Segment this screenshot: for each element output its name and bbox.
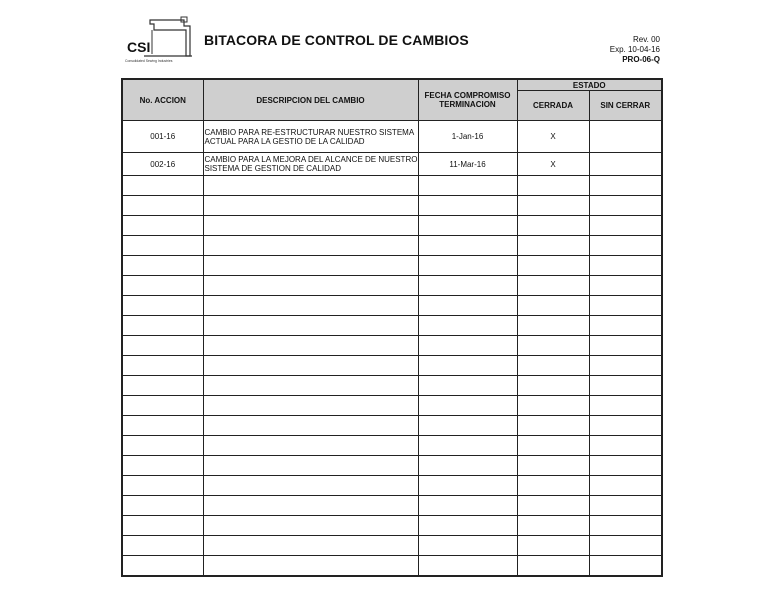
empty-cell xyxy=(122,496,203,516)
empty-row xyxy=(122,256,662,276)
empty-cell xyxy=(517,336,589,356)
empty-cell xyxy=(589,336,662,356)
expedition-date: Exp. 10-04-16 xyxy=(609,45,660,54)
empty-cell xyxy=(203,216,418,236)
empty-row xyxy=(122,176,662,196)
empty-cell xyxy=(589,276,662,296)
action-no-cell: 001-16 xyxy=(122,121,203,153)
empty-cell xyxy=(418,376,517,396)
empty-row xyxy=(122,316,662,336)
empty-cell xyxy=(122,276,203,296)
empty-cell xyxy=(517,316,589,336)
empty-cell xyxy=(122,416,203,436)
empty-cell xyxy=(418,476,517,496)
empty-cell xyxy=(122,196,203,216)
company-logo xyxy=(124,16,196,64)
empty-cell xyxy=(203,356,418,376)
empty-cell xyxy=(203,556,418,577)
empty-cell xyxy=(517,256,589,276)
empty-cell xyxy=(122,296,203,316)
empty-cell xyxy=(418,416,517,436)
empty-cell xyxy=(418,536,517,556)
table-row xyxy=(122,121,662,153)
empty-row xyxy=(122,376,662,396)
date-cell: 11-Mar-16 xyxy=(418,153,517,176)
empty-cell xyxy=(589,556,662,577)
description-cell: CAMBIO PARA RE-ESTRUCTURAR NUESTRO SISTEMA ACTUAL PARA LA GESTIO DE LA CALIDAD xyxy=(203,121,418,153)
empty-row xyxy=(122,296,662,316)
change-log-table xyxy=(121,78,663,577)
empty-cell xyxy=(203,516,418,536)
empty-cell xyxy=(122,336,203,356)
empty-cell xyxy=(589,416,662,436)
empty-cell xyxy=(517,536,589,556)
empty-cell xyxy=(203,436,418,456)
empty-cell xyxy=(418,496,517,516)
empty-cell xyxy=(589,376,662,396)
header-closed: CERRADA xyxy=(517,91,589,121)
empty-cell xyxy=(517,556,589,577)
empty-row xyxy=(122,416,662,436)
empty-cell xyxy=(203,376,418,396)
empty-cell xyxy=(418,316,517,336)
logo-tagline: Consolidated Sewing Industries xyxy=(125,59,173,63)
empty-row xyxy=(122,476,662,496)
empty-cell xyxy=(122,236,203,256)
empty-cell xyxy=(517,356,589,376)
empty-cell xyxy=(122,436,203,456)
empty-row xyxy=(122,496,662,516)
header-action-no: No. ACCION xyxy=(122,79,203,121)
empty-cell xyxy=(418,176,517,196)
logo-text: CSI xyxy=(127,39,151,55)
empty-cell xyxy=(589,176,662,196)
empty-cell xyxy=(589,496,662,516)
empty-cell xyxy=(418,276,517,296)
header-status: ESTADO xyxy=(517,79,662,91)
empty-cell xyxy=(589,236,662,256)
empty-cell xyxy=(517,476,589,496)
table-row xyxy=(122,153,662,176)
empty-cell xyxy=(203,336,418,356)
empty-row xyxy=(122,436,662,456)
empty-row xyxy=(122,216,662,236)
closed-cell: X xyxy=(517,121,589,153)
empty-cell xyxy=(418,236,517,256)
empty-cell xyxy=(203,396,418,416)
empty-cell xyxy=(203,316,418,336)
empty-cell xyxy=(589,216,662,236)
header-open: SIN CERRAR xyxy=(589,91,662,121)
revision-block xyxy=(610,35,660,65)
empty-cell xyxy=(517,276,589,296)
empty-cell xyxy=(517,516,589,536)
empty-cell xyxy=(203,176,418,196)
empty-row xyxy=(122,196,662,216)
empty-row xyxy=(122,236,662,256)
empty-cell xyxy=(418,336,517,356)
closed-cell: X xyxy=(517,153,589,176)
empty-cell xyxy=(517,196,589,216)
empty-cell xyxy=(203,416,418,436)
empty-cell xyxy=(203,256,418,276)
date-cell: 1-Jan-16 xyxy=(418,121,517,153)
action-no-cell: 002-16 xyxy=(122,153,203,176)
empty-cell xyxy=(418,516,517,536)
empty-cell xyxy=(418,256,517,276)
empty-cell xyxy=(517,216,589,236)
empty-cell xyxy=(122,396,203,416)
empty-cell xyxy=(517,396,589,416)
empty-cell xyxy=(517,376,589,396)
empty-cell xyxy=(203,476,418,496)
empty-cell xyxy=(203,276,418,296)
empty-cell xyxy=(517,416,589,436)
description-cell: CAMBIO PARA LA MEJORA DEL ALCANCE DE NUESTRO SISTEMA DE GESTION DE CALIDAD xyxy=(203,153,418,176)
empty-cell xyxy=(517,436,589,456)
empty-cell xyxy=(589,456,662,476)
empty-cell xyxy=(418,356,517,376)
empty-cell xyxy=(418,456,517,476)
empty-cell xyxy=(203,196,418,216)
header-description: DESCRIPCION DEL CAMBIO xyxy=(203,79,418,121)
empty-cell xyxy=(122,316,203,336)
empty-row xyxy=(122,516,662,536)
empty-cell xyxy=(203,496,418,516)
empty-cell xyxy=(589,316,662,336)
empty-cell xyxy=(122,516,203,536)
empty-cell xyxy=(122,556,203,577)
header-date: FECHA COMPROMISO TERMINACION xyxy=(418,79,517,121)
empty-row xyxy=(122,356,662,376)
empty-cell xyxy=(589,296,662,316)
empty-cell xyxy=(122,176,203,196)
empty-cell xyxy=(517,176,589,196)
empty-cell xyxy=(589,356,662,376)
empty-cell xyxy=(203,296,418,316)
empty-row xyxy=(122,556,662,577)
empty-cell xyxy=(122,456,203,476)
empty-row xyxy=(122,336,662,356)
empty-cell xyxy=(418,296,517,316)
document-code: PRO-06-Q xyxy=(622,55,660,64)
empty-cell xyxy=(517,496,589,516)
empty-cell xyxy=(589,196,662,216)
empty-cell xyxy=(122,536,203,556)
page-title: BITACORA DE CONTROL DE CAMBIOS xyxy=(204,32,469,48)
empty-cell xyxy=(517,296,589,316)
empty-cell xyxy=(517,456,589,476)
empty-row xyxy=(122,536,662,556)
empty-row xyxy=(122,276,662,296)
empty-cell xyxy=(203,236,418,256)
empty-cell xyxy=(122,476,203,496)
empty-row xyxy=(122,456,662,476)
revision-number: Rev. 00 xyxy=(633,35,660,44)
empty-cell xyxy=(203,536,418,556)
empty-cell xyxy=(122,256,203,276)
empty-cell xyxy=(589,536,662,556)
empty-cell xyxy=(203,456,418,476)
empty-cell xyxy=(418,396,517,416)
empty-cell xyxy=(418,196,517,216)
empty-cell xyxy=(589,516,662,536)
empty-cell xyxy=(418,216,517,236)
open-cell xyxy=(589,153,662,176)
empty-cell xyxy=(418,556,517,577)
empty-cell xyxy=(122,376,203,396)
empty-row xyxy=(122,396,662,416)
empty-cell xyxy=(122,216,203,236)
empty-cell xyxy=(589,476,662,496)
empty-cell xyxy=(589,436,662,456)
empty-cell xyxy=(589,396,662,416)
empty-cell xyxy=(122,356,203,376)
empty-cell xyxy=(517,236,589,256)
empty-cell xyxy=(589,256,662,276)
open-cell xyxy=(589,121,662,153)
empty-cell xyxy=(418,436,517,456)
